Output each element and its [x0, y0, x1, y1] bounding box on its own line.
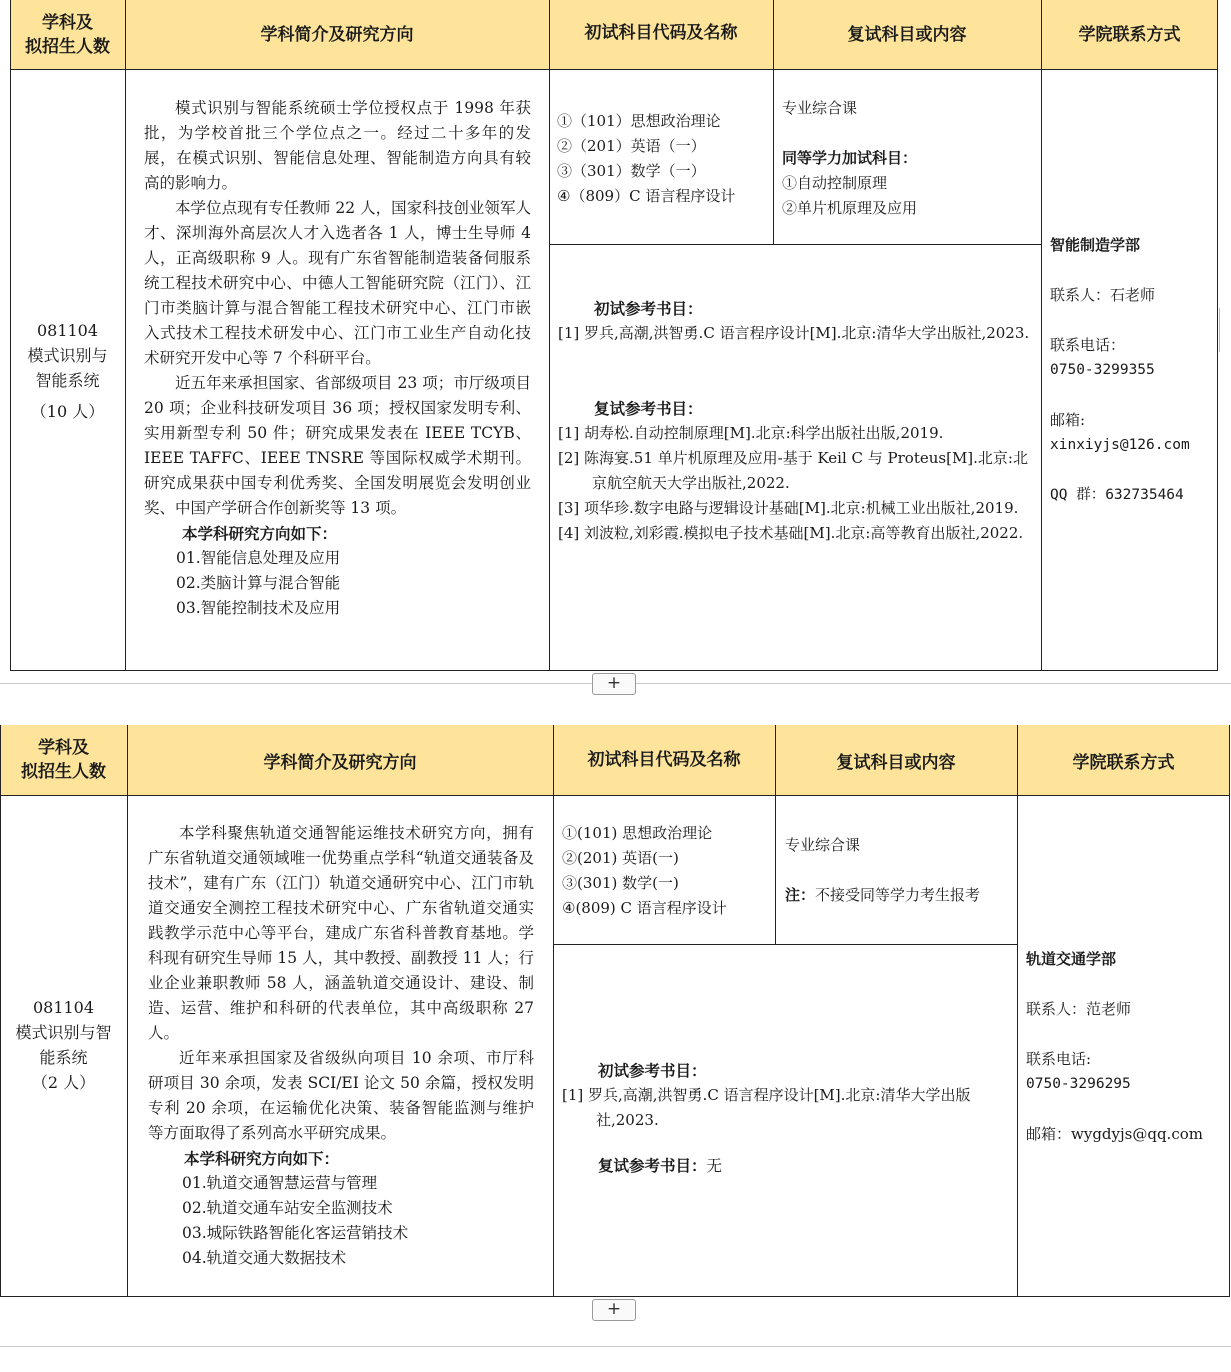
- header-quota: 学科及 拟招生人数: [25, 12, 110, 57]
- contact-dept: 智能制造学部: [1050, 236, 1141, 254]
- prelim-books-title: 初试参考书目：: [594, 299, 703, 318]
- retest-note-label: 注：: [785, 886, 816, 904]
- contact-email: xinxiyjs@126.com: [1050, 437, 1190, 453]
- header-intro: 学科简介及研究方向: [260, 24, 414, 45]
- direction-item: 01.智能信息处理及应用: [176, 549, 341, 567]
- discipline-cell: [0, 995, 127, 1095]
- header-contact: 学院联系方式: [1072, 753, 1175, 773]
- retest-books-title: 复试参考书目：: [594, 399, 703, 418]
- prelim-book: [1] 罗兵,高潮,洪智勇.C 语言程序设计[M].北京:清华大学出版社,2023.: [558, 324, 1030, 342]
- contact-cell: [1026, 947, 1226, 1147]
- scroll-gutter-right: [1219, 308, 1231, 352]
- discipline-name: 模式识别与智 能系统: [15, 1023, 112, 1067]
- direction-item: 01.轨道交通智慧运营与管理: [182, 1174, 378, 1192]
- retest-book: [2] 陈海宴.51 单片机原理及应用-基于 Keil C 与 Proteus[M].北京:北京航空航天大学出版社,2022.: [558, 449, 1028, 492]
- header-quota: 学科及 拟招生人数: [21, 738, 106, 782]
- add-row-button[interactable]: +: [592, 1299, 636, 1321]
- retest-note: [785, 883, 1013, 908]
- intro-cell: [148, 821, 534, 1271]
- books-cell: [558, 296, 1036, 546]
- intro-cell: [144, 96, 531, 621]
- exam-item: ④(809) C 语言程序设计: [562, 899, 727, 917]
- directions-title: 本学科研究方向如下：: [182, 524, 338, 543]
- intro-paragraph: 近五年来承担国家、省部级项目 23 项；市厅级项目 20 项；企业科技研发项目 36 项；授权国家发明专利、实用新型专利 50 件；研究成果发表在 IEEE TCYB、IEEE TAFFC、IEEE TNSRE 等国际权威学术期刊。研究成果获中国专利优秀奖、全国发明展览会发明创业奖、中国产学研合作创新奖等 13 项。: [144, 374, 531, 517]
- discipline-name: 模式识别与 智能系统: [27, 346, 108, 390]
- retest-subject: 专业综合课: [785, 836, 861, 854]
- table-1: [10, 0, 1218, 671]
- exam-item: ②（201）英语（一）: [557, 137, 706, 155]
- retest-books-title: 复试参考书目：: [598, 1156, 707, 1175]
- contact-person: 联系人：范老师: [1026, 1000, 1132, 1018]
- extra-exam-item: ①自动控制原理: [782, 174, 888, 192]
- contact-phone-label: 联系电话:: [1026, 1050, 1092, 1068]
- direction-item: 02.轨道交通车站安全监测技术: [182, 1199, 393, 1217]
- contact-qq: QQ 群：632735464: [1050, 487, 1184, 503]
- header-retest: 复试科目或内容: [836, 753, 956, 773]
- page-divider: [0, 1346, 1231, 1347]
- discipline-code: 081104: [32, 998, 95, 1017]
- intro-paragraph: 本学科聚焦轨道交通智能运维技术研究方向，拥有广东省轨道交通领域唯一优势重点学科“轨道交通装备及技术”，建有广东（江门）轨道交通研究中心、江门市轨道交通安全测控工程技术研究中心、广东省轨道交通实践教学示范中心等平台，建成广东省科普教育基地。学科现有研究生导师 15 人，其中教授、副教授 11 人；行业企业兼职教师 58 人，涵盖轨道交通设计、建设、制造、运营、维护和科研的代表单位，其中高级职称 27 人。: [148, 824, 534, 1042]
- header-intro: 学科简介及研究方向: [263, 753, 417, 773]
- direction-item: 04.轨道交通大数据技术: [182, 1249, 347, 1267]
- intro-paragraph: 本学位点现有专任教师 22 人，国家科技创业领军人才、深圳海外高层次人才入选者各 1 人，博士生导师 4 人，正高级职称 9 人。现有广东省智能制造装备伺服系统工程技术研究中心、中德人工智能研究院（江门）、江门市类脑计算与混合智能工程技术研究中心、江门市嵌入式技术工程技术研发中心、江门市工业生产自动化技术研究开发中心等 7 个科研平台。: [144, 199, 531, 367]
- exam-list: [557, 109, 771, 209]
- prelim-books-title: 初试参考书目：: [598, 1061, 707, 1080]
- direction-item: 03.智能控制技术及应用: [176, 599, 341, 617]
- retest-cell: [782, 96, 1032, 221]
- exam-item: ①（101）思想政治理论: [557, 112, 721, 130]
- contact-person: 联系人：石老师: [1050, 286, 1156, 304]
- exam-list: [562, 821, 772, 921]
- exam-item: ②(201) 英语(一): [562, 849, 679, 867]
- table-2: [0, 725, 1230, 1297]
- discipline-code: 081104: [36, 321, 99, 340]
- discipline-quota: （2 人）: [31, 1073, 96, 1092]
- contact-dept: 轨道交通学部: [1026, 950, 1117, 968]
- direction-item: 02.类脑计算与混合智能: [176, 574, 341, 592]
- discipline-quota: （10 人）: [30, 402, 105, 421]
- retest-book: [3] 项华珍.数字电路与逻辑设计基础[M].北京:机械工业出版社,2019.: [558, 499, 1019, 517]
- exam-item: ①(101) 思想政治理论: [562, 824, 713, 842]
- contact-email: 邮箱：wygdyjs@qq.com: [1026, 1125, 1203, 1143]
- header-exam: 初试科目代码及名称: [587, 750, 741, 770]
- exam-item: ③(301) 数学(一): [562, 874, 679, 892]
- retest-book: [1] 胡寿松.自动控制原理[M].北京:科学出版社出版,2019.: [558, 424, 944, 442]
- retest-books: [562, 1153, 1012, 1179]
- contact-phone-label: 联系电话：: [1050, 336, 1126, 354]
- books-cell: [562, 1058, 1012, 1179]
- prelim-book: [1] 罗兵,高潮,洪智勇.C 语言程序设计[M].北京:清华大学出版社,2023.: [562, 1086, 971, 1129]
- contact-phone: 0750-3296295: [1026, 1076, 1131, 1092]
- contact-email-label: 邮箱:: [1050, 411, 1086, 429]
- retest-subject: 专业综合课: [782, 99, 858, 117]
- direction-item: 03.城际铁路智能化客运营销技术: [182, 1224, 409, 1242]
- header-retest: 复试科目或内容: [847, 24, 967, 45]
- intro-paragraph: 模式识别与智能系统硕士学位授权点于 1998 年获批，为学校首批三个学位点之一。经过二十多年的发展，在模式识别、智能信息处理、智能制造方向具有较高的影响力。: [144, 99, 531, 192]
- retest-books-value: 无: [706, 1157, 723, 1175]
- contact-phone: 0750-3299355: [1050, 362, 1155, 378]
- retest-book: [4] 刘波粒,刘彩霞.模拟电子技术基础[M].北京:高等教育出版社,2022.: [558, 524, 1024, 542]
- extra-exam-title: 同等学力加试科目：: [782, 149, 918, 167]
- directions-title: 本学科研究方向如下：: [184, 1149, 340, 1168]
- exam-item: ④（809）C 语言程序设计: [557, 187, 736, 205]
- add-row-button[interactable]: +: [592, 673, 636, 695]
- contact-cell: [1050, 233, 1215, 508]
- extra-exam-item: ②单片机原理及应用: [782, 199, 918, 217]
- intro-paragraph: 近年来承担国家及省级纵向项目 10 余项、市厅科研项目 30 余项，发表 SCI/EI 论文 50 余篇，授权发明专利 20 余项，在运输优化决策、装备智能监测与维护等方面取得了系列高水平研究成果。: [148, 1049, 534, 1142]
- retest-note-text: 不接受同等学力考生报考: [815, 886, 981, 904]
- retest-cell: [785, 833, 1013, 908]
- header-exam: 初试科目代码及名称: [584, 23, 738, 43]
- exam-item: ③（301）数学（一）: [557, 162, 706, 180]
- header-contact: 学院联系方式: [1078, 24, 1181, 45]
- discipline-cell: [10, 318, 125, 424]
